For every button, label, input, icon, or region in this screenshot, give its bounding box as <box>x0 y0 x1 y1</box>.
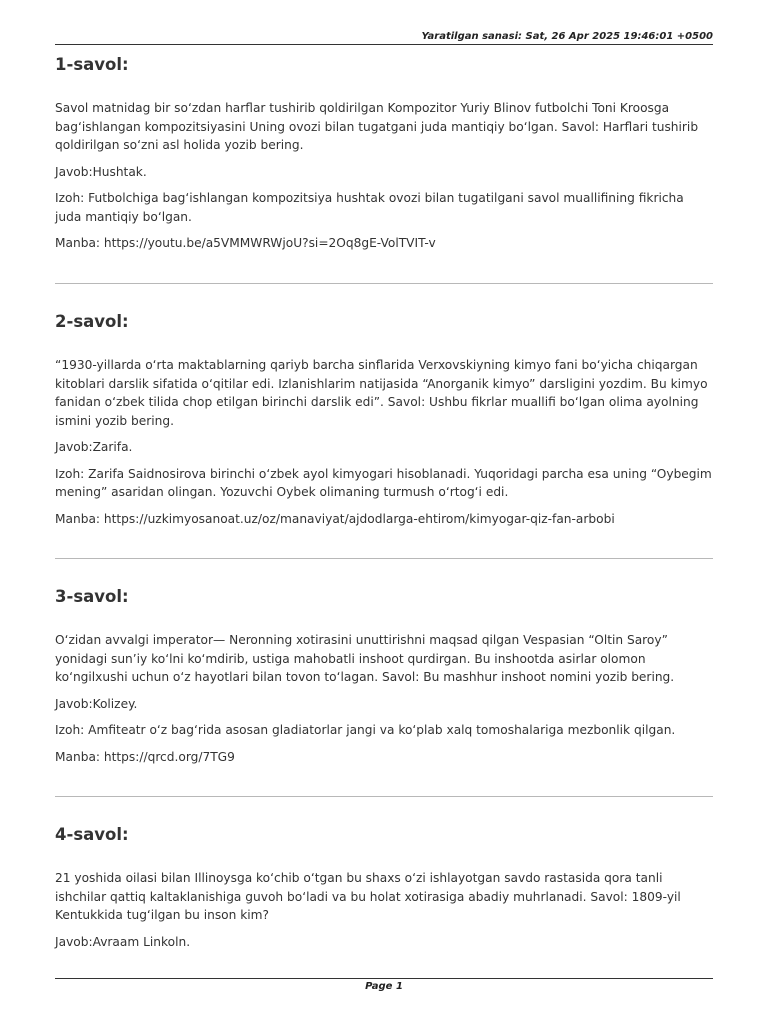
question-answer: Javob:Hushtak. <box>55 164 147 179</box>
question-title: 3-savol: <box>55 587 129 606</box>
question-title: 4-savol: <box>55 825 129 844</box>
page-footer <box>55 978 713 992</box>
question-3 <box>55 585 713 769</box>
question-text: 21 yoshida oilasi bilan Illinoysga ko‘chib o‘tgan bu shaxs o‘zi ishlayotgan savdo rastasida qora tanli ishchilar qattiq kaltaklanishiga guvoh bo‘ladi va bu holat xotirasiga abadiy muhrlanadi. Savol: 1809-yil Kentukkida tug‘ilgan bu inson kim? <box>55 871 681 922</box>
question-answer: Javob:Kolizey. <box>55 696 138 711</box>
question-text: O‘zidan avvalgi imperator— Neronning xotirasini unuttirishni maqsad qilgan Vespasian “Oltin Saroy” yonidagi sun’iy ko‘lni ko‘mdirib, ustiga mahobatli inshoot qurdirgan. Bu inshootda asirlar olomon ko‘ngilxushi uchun o‘z hayotlari bilan tovon to‘lagan. Savol: Bu mashhur inshoot nomini yozib bering. <box>55 633 675 684</box>
question-1 <box>55 53 713 255</box>
question-answer: Javob:Avraam Linkoln. <box>55 934 191 949</box>
question-note: Izoh: Futbolchiga bag‘ishlangan kompozitsiya hushtak ovozi bilan tugatilgani savol muallifining fikricha juda mantiqiy bo‘lgan. <box>55 191 684 224</box>
page-number: Page 1 <box>365 981 403 992</box>
question-note: Izoh: Zarifa Saidnosirova birinchi o‘zbek ayol kimyogari hisoblanadi. Yuqoridagi parcha esa uning “Oybegim mening” asaridan olingan. Yozuvchi Oybek olimaning turmush o‘rtog‘i edi. <box>55 466 712 499</box>
created-date: Yaratilgan sanasi: Sat, 26 Apr 2025 19:46:01 +0500 <box>421 31 713 42</box>
question-source: Manba: https://youtu.be/a5VMMWRWjoU?si=2Oq8gE-VolTVIT-v <box>55 236 436 250</box>
question-text: Savol matnidag bir so‘zdan harflar tushirib qoldirilgan Kompozitor Yuriy Blinov futbolchi Toni Kroosga bag‘ishlangan kompozitsiyasini Uning ovozi bilan tugatgani juda mantiqiy bo‘lgan. Savol: Harflari tushirib qoldirilgan so‘zni asl holida yozib bering. <box>55 101 699 152</box>
page-header <box>55 30 713 45</box>
question-text: “1930-yillarda o‘rta maktablarning qariyb barcha sinflarida Verxovskiyning kimyo fani bo‘yicha chiqargan kitoblari darslik sifatida o‘qitilar edi. Izlanishlarim natijasida “Anorganik kimyo” darsligini yozdim. Bu kimyo fanidan o‘zbek tilida chop etilgan birinchi darslik edi”. Savol: Ushbu fikrlar muallifi bo‘lgan olima ayolning ismini yozib bering. <box>55 358 708 428</box>
question-answer: Javob:Zarifa. <box>55 440 133 454</box>
question-note: Izoh: Amfiteatr o‘z bag‘rida asosan gladiatorlar jangi va ko‘plab xalq tomoshalariga mezbonlik qilgan. <box>55 723 676 737</box>
question-title: 1-savol: <box>55 55 129 74</box>
question-4 <box>55 823 713 951</box>
question-2 <box>55 310 713 530</box>
question-title: 2-savol: <box>55 312 129 331</box>
question-source: Manba: https://qrcd.org/7TG9 <box>55 749 235 764</box>
document-content <box>55 53 713 951</box>
question-source: Manba: https://uzkimyosanoat.uz/oz/manaviyat/ajdodlarga-ehtirom/kimyogar-qiz-fan-arbobi <box>55 511 615 526</box>
